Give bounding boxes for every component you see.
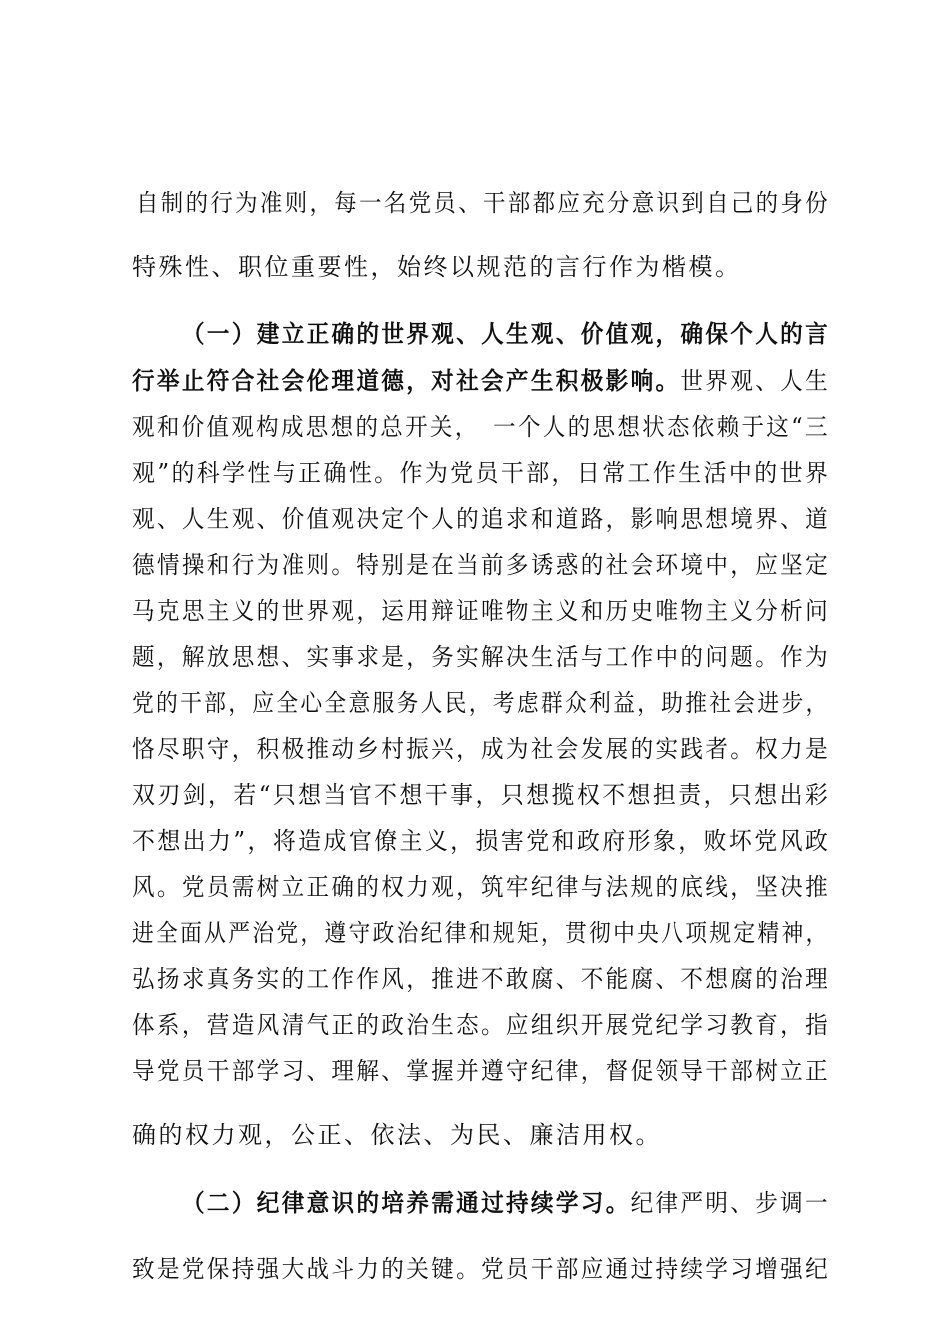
text-line — [132, 594, 830, 628]
text-line — [132, 824, 830, 858]
text-line — [182, 1186, 830, 1220]
text-line — [132, 778, 830, 812]
text-line — [132, 916, 830, 950]
text-line — [132, 456, 830, 490]
body-text: 观”的科学性与正确性。作为党员干部，日常工作生活中的世界 — [132, 459, 831, 487]
text-line — [132, 1008, 830, 1042]
body-text: 观、人生观、价值观决定个人的追求和道路，影响思想境界、道 — [132, 505, 830, 533]
text-line — [132, 364, 830, 398]
text-line — [132, 502, 830, 536]
text-line — [132, 1054, 830, 1088]
body-text: 马克思主义的世界观，运用辩证唯物主义和历史唯物主义分析问 — [132, 597, 830, 625]
body-text: 自制的行为准则，每一名党员、干部都应充分意识到自己的身份 — [136, 189, 830, 217]
body-text: 德情操和行为准则。特别是在当前多诱惑的社会环境中，应坚定 — [132, 551, 830, 579]
body-text: 导党员干部学习、理解、掌握并遵守纪律，督促领导干部树立正 — [132, 1057, 830, 1085]
body-text: 弘扬求真务实的工作作风，推进不敢腐、不能腐、不想腐的治理 — [132, 965, 830, 993]
text-line — [132, 1118, 662, 1152]
text-line — [132, 962, 830, 996]
body-text: 不想出力”，将造成官僚主义，损害党和政府形象，败坏党风政 — [132, 827, 831, 855]
bold-heading: （二）纪律意识的培养需通过持续学习。 — [182, 1188, 631, 1217]
bold-heading: 行举止符合社会伦理道德，对社会产生积极影响。 — [132, 366, 681, 395]
body-text: 观和价值观构成思想的总开关， 一个人的思想状态依赖于这“三 — [132, 413, 830, 441]
body-text: 风。党员需树立正确的权力观，筑牢纪律与法规的底线，坚决推 — [132, 873, 830, 901]
text-line — [132, 1252, 830, 1286]
text-line — [132, 250, 742, 284]
body-text: 题，解放思想、实事求是，务实解决生活与工作中的问题。作为 — [132, 643, 830, 671]
body-text: 确的权力观，公正、依法、为民、廉洁用权。 — [132, 1121, 662, 1149]
body-text: 致是党保持强大战斗力的关键。党员干部应通过持续学习增强纪 — [132, 1255, 830, 1283]
body-text: 纪律严明、步调一 — [630, 1189, 830, 1217]
body-text: 恪尽职守，积极推动乡村振兴，成为社会发展的实践者。权力是 — [132, 735, 830, 763]
body-text: 体系，营造风清气正的政治生态。应组织开展党纪学习教育，指 — [132, 1011, 830, 1039]
body-text: 双刃剑，若“只想当官不想干事，只想揽权不想担责，只想出彩 — [132, 781, 831, 809]
text-line — [132, 548, 830, 582]
body-text: 进全面从严治党，遵守政治纪律和规矩，贯彻中央八项规定精神， — [132, 919, 830, 947]
text-line — [132, 870, 830, 904]
text-line — [132, 686, 830, 720]
body-text: 党的干部，应全心全意服务人民，考虑群众利益，助推社会进步， — [132, 689, 830, 717]
text-line — [132, 732, 830, 766]
text-line — [136, 186, 830, 220]
bold-heading: （一）建立正确的世界观、人生观、价值观，确保个人的言 — [182, 319, 830, 348]
text-line — [132, 640, 830, 674]
body-text: 特殊性、职位重要性，始终以规范的言行作为楷模。 — [132, 253, 742, 281]
body-text: 世界观、人生 — [680, 367, 830, 395]
text-line — [182, 317, 830, 351]
text-line — [132, 410, 830, 444]
